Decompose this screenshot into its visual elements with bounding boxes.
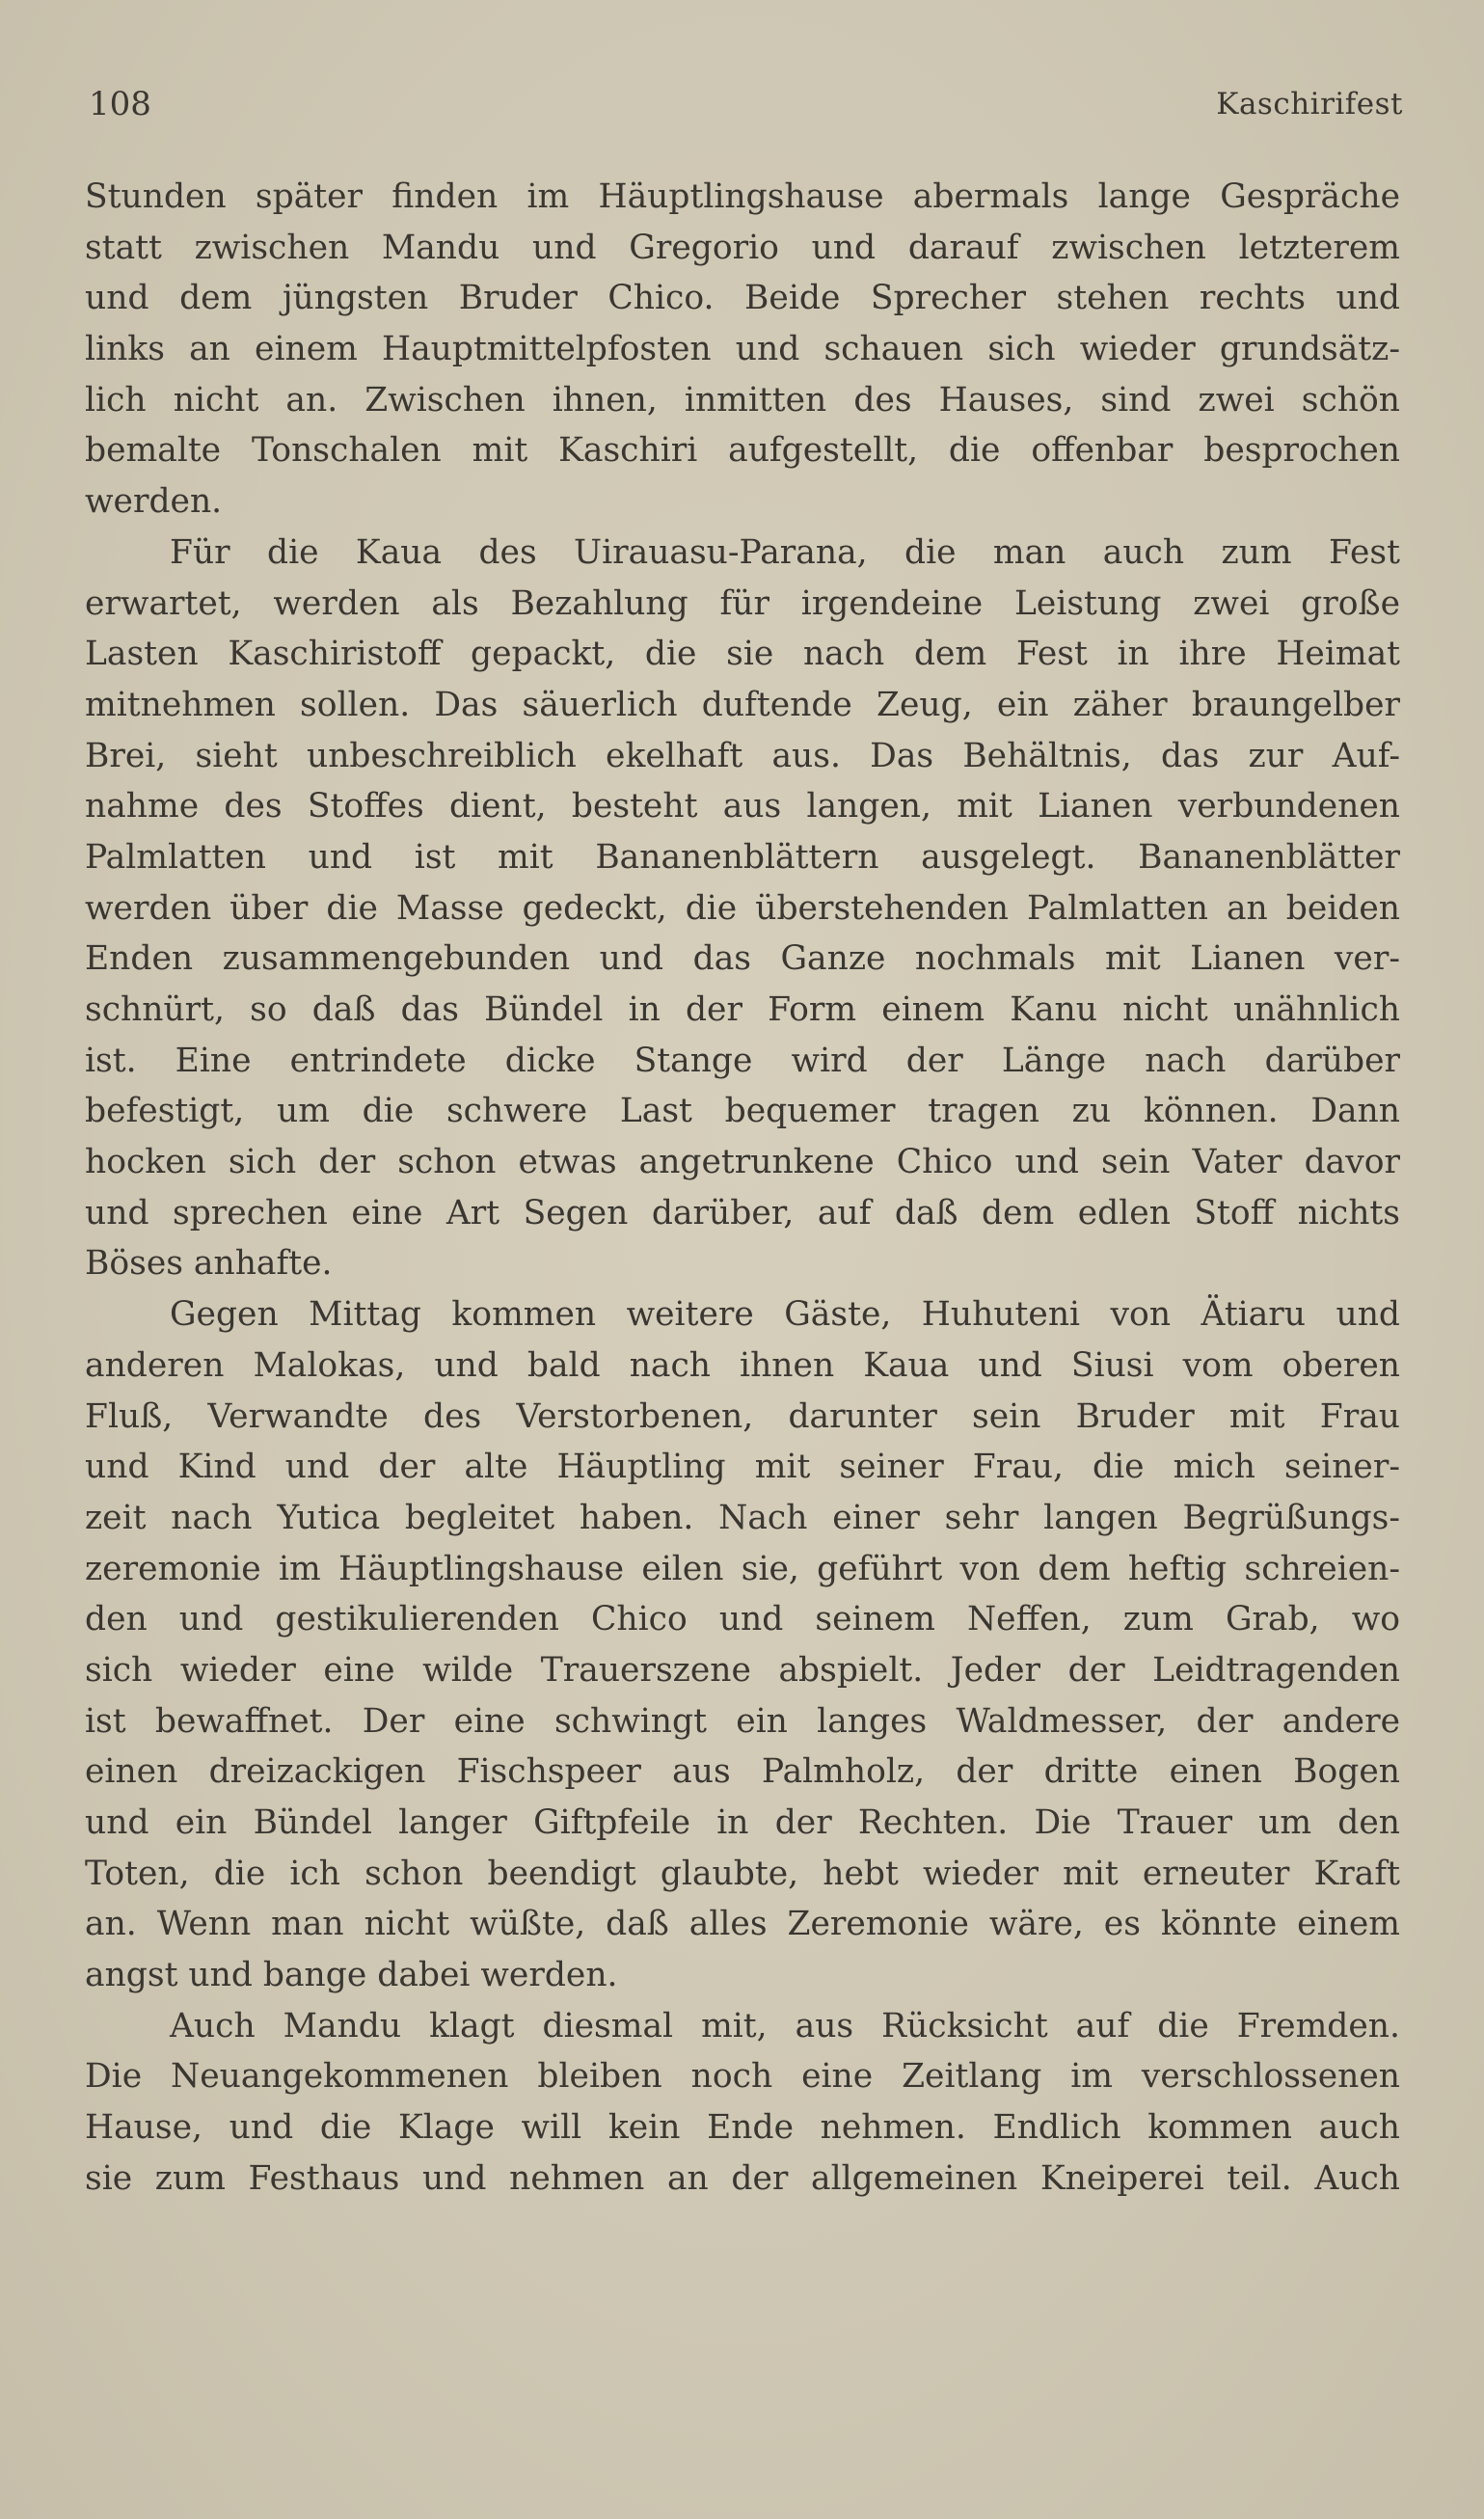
text-line: Stunden später finden im Häuptlingshause abermals lange Gespräche xyxy=(85,177,1400,216)
text-line: Die Neuangekommenen bleiben noch eine Zeitlang im verschlossenen xyxy=(85,2057,1400,2097)
text-line: Lasten Kaschiristoff gepackt, die sie nach dem Fest in ihre Heimat xyxy=(85,635,1400,674)
text-line: sich wieder eine wilde Trauerszene abspielt. Jeder der Leidtragenden xyxy=(85,1650,1400,1690)
text-line: Auch Mandu klagt diesmal mit, aus Rücksicht auf die Fremden. xyxy=(170,2006,1400,2045)
text-line: lich nicht an. Zwischen ihnen, inmitten des Hauses, sind zwei schön xyxy=(85,380,1400,420)
text-line: werden über die Masse gedeckt, die überstehenden Palmlatten an beiden xyxy=(85,888,1400,928)
running-head: Kaschirifest xyxy=(1216,87,1403,122)
text-line: ist bewaffnet. Der eine schwingt ein langes Waldmesser, der andere xyxy=(85,1701,1400,1741)
text-line: Palmlatten und ist mit Bananenblättern ausgelegt. Bananenblätter xyxy=(85,837,1400,877)
text-line: statt zwischen Mandu und Gregorio und darauf zwischen letzterem xyxy=(85,228,1400,267)
text-line: sie zum Festhaus und nehmen an der allgemeinen Kneiperei teil. Auch xyxy=(85,2158,1400,2198)
text-line: Toten, die ich schon beendigt glaubte, hebt wieder mit erneuter Kraft xyxy=(85,1854,1400,1893)
text-line: befestigt, um die schwere Last bequemer tragen zu können. Dann xyxy=(85,1092,1400,1131)
text-line: bemalte Tonschalen mit Kaschiri aufgestellt, die offenbar besprochen xyxy=(85,431,1400,471)
text-line: mitnehmen sollen. Das säuerlich duftende Zeug, ein zäher braungelber xyxy=(85,685,1400,724)
paragraph xyxy=(85,172,1400,528)
text-line: Böses anhafte. xyxy=(85,1244,333,1284)
text-line: erwartet, werden als Bezahlung für irgendeine Leistung zwei große xyxy=(85,583,1400,623)
text-line: ist. Eine entrindete dicke Stange wird der Länge nach darüber xyxy=(85,1041,1400,1080)
text-line: zeremonie im Häuptlingshause eilen sie, geführt von dem heftig schreien- xyxy=(85,1549,1400,1588)
text-line: links an einem Hauptmittelpfosten und schauen sich wieder grundsätz- xyxy=(85,330,1400,369)
text-line: schnürt, so daß das Bündel in der Form einem Kanu nicht unähnlich xyxy=(85,990,1400,1029)
text-line: an. Wenn man nicht wüßte, daß alles Zeremonie wäre, es könnte einem xyxy=(85,1905,1400,1944)
text-line: den und gestikulierenden Chico und seinem Neffen, zum Grab, wo xyxy=(85,1600,1400,1639)
text-line: Enden zusammengebunden und das Ganze nochmals mit Lianen ver- xyxy=(85,939,1400,979)
text-line: und Kind und der alte Häuptling mit seiner Frau, die mich seiner- xyxy=(85,1448,1400,1487)
text-line: angst und bange dabei werden. xyxy=(85,1956,618,1995)
text-line: und ein Bündel langer Giftpfeile in der Rechten. Die Trauer um den xyxy=(85,1803,1400,1842)
paragraph xyxy=(85,2001,1400,2205)
text-line: einen dreizackigen Fischspeer aus Palmholz, der dritte einen Bogen xyxy=(85,1752,1400,1792)
page-header xyxy=(89,85,1403,133)
text-line: und sprechen eine Art Segen darüber, auf daß dem edlen Stoff nichts xyxy=(85,1193,1400,1232)
text-line: Fluß, Verwandte des Verstorbenen, darunter sein Bruder mit Frau xyxy=(85,1396,1400,1436)
text-line: Für die Kaua des Uirauasu-Parana, die man auch zum Fest xyxy=(170,532,1400,572)
paragraph xyxy=(85,528,1400,1289)
text-line: nahme des Stoffes dient, besteht aus langen, mit Lianen verbundenen xyxy=(85,787,1400,826)
text-line: Hause, und die Klage will kein Ende nehmen. Endlich kommen auch xyxy=(85,2108,1400,2148)
text-line: hocken sich der schon etwas angetrunkene Chico und sein Vater davor xyxy=(85,1143,1400,1182)
page-number: 108 xyxy=(89,85,151,123)
text-line: zeit nach Yutica begleitet haben. Nach einer sehr langen Begrüßungs- xyxy=(85,1498,1400,1537)
text-line: Gegen Mittag kommen weitere Gäste, Huhuteni von Ätiaru und xyxy=(170,1295,1400,1335)
text-line: anderen Malokas, und bald nach ihnen Kaua und Siusi vom oberen xyxy=(85,1345,1400,1385)
paragraph xyxy=(85,1289,1400,2001)
body-text xyxy=(85,172,1400,2205)
text-line: werden. xyxy=(85,482,223,522)
text-line: und dem jüngsten Bruder Chico. Beide Sprecher stehen rechts und xyxy=(85,279,1400,318)
text-line: Brei, sieht unbeschreiblich ekelhaft aus. Das Behältnis, das zur Auf- xyxy=(85,736,1400,775)
